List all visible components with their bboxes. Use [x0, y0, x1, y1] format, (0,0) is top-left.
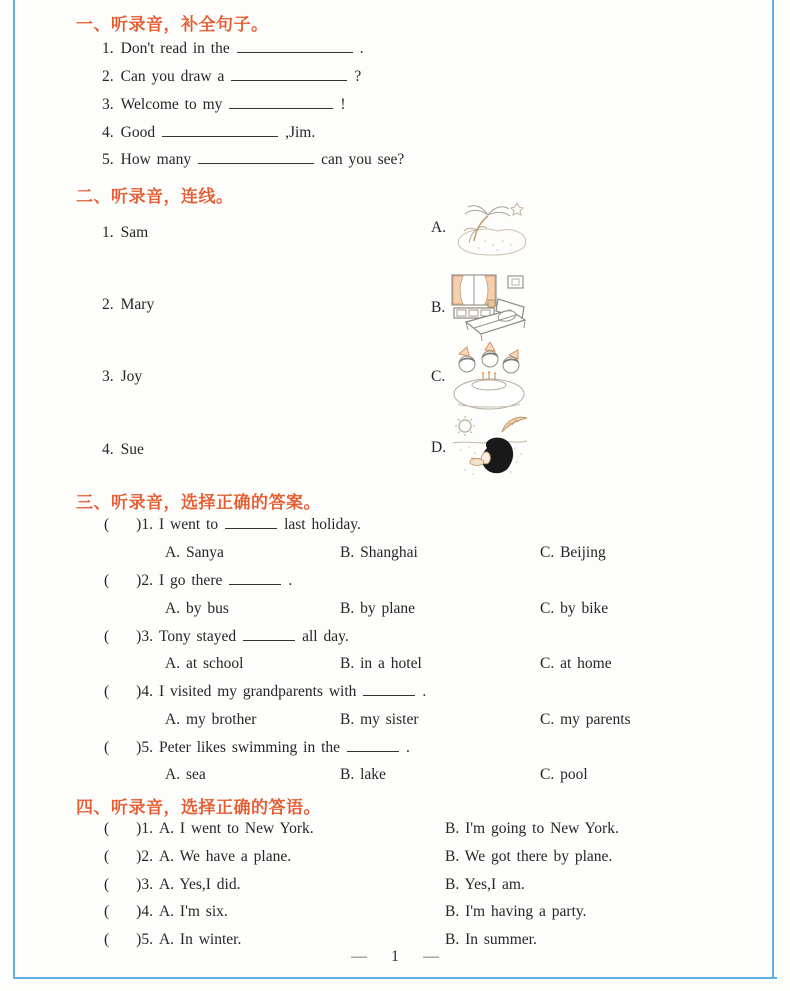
page-frame-right-line	[772, 0, 774, 978]
section-4-title: 四、听录音，选择正确的答语。	[76, 798, 321, 817]
bracket-open: (	[104, 683, 110, 700]
question-text-before: Peter likes swimming in the	[158, 739, 341, 756]
bracket-close: )	[136, 516, 142, 533]
response-question-2	[104, 848, 613, 866]
match-picture-b	[431, 272, 530, 344]
bracket-open: (	[104, 931, 110, 948]
choice-options-3	[0, 655, 790, 675]
option-a: A. We have a plane.	[158, 848, 292, 865]
option-c: C. by bike	[540, 600, 609, 617]
item-number: 1.	[102, 40, 114, 57]
match-picture-a	[431, 197, 531, 259]
option-b: B. Shanghai	[340, 544, 418, 561]
match-name-label: Mary	[120, 296, 155, 313]
option-b: B. in a hotel	[340, 655, 422, 672]
bracket-close: )	[136, 683, 142, 700]
option-a: A. Yes,I did.	[158, 876, 241, 893]
choice-question-2	[104, 572, 292, 590]
picture-letter: D.	[431, 439, 447, 456]
choice-options-1	[0, 544, 790, 564]
person-at-beach-illustration	[451, 414, 529, 482]
match-name-4	[102, 441, 144, 459]
response-question-5	[104, 931, 537, 949]
choice-question-1	[104, 516, 361, 534]
question-text-before: Tony stayed	[158, 628, 237, 645]
fill-blank-item-1	[102, 40, 364, 58]
item-text-before: Welcome to my	[120, 96, 223, 113]
bracket-open: (	[104, 876, 110, 893]
option-b: B. I'm going to New York.	[445, 820, 619, 837]
picture-letter: C.	[431, 368, 446, 385]
answer-blank	[237, 40, 353, 53]
choice-options-5	[0, 766, 790, 786]
question-number: 4.	[141, 683, 153, 700]
question-number: 5.	[141, 739, 153, 756]
option-b: B. We got there by plane.	[445, 848, 613, 865]
section-1-title: 一、听录音，补全句子。	[76, 15, 269, 34]
page-frame-bottom-line	[13, 977, 777, 979]
question-number: 1.	[141, 820, 153, 837]
option-a: A. at school	[165, 655, 244, 672]
question-text-after: .	[422, 683, 427, 700]
match-name-2	[102, 296, 154, 314]
match-picture-d	[431, 414, 529, 482]
answer-blank	[229, 572, 281, 585]
item-number: 4.	[102, 124, 114, 141]
option-b: B. I'm having a party.	[445, 903, 587, 920]
picture-letter: A.	[431, 219, 447, 236]
bracket-close: )	[136, 848, 142, 865]
item-text-before: How many	[120, 151, 192, 168]
answer-blank	[231, 68, 347, 81]
answer-blank	[225, 516, 277, 529]
match-picture-c	[431, 342, 528, 412]
question-number: 3.	[141, 876, 153, 893]
item-text-before: Good	[120, 124, 156, 141]
picture-letter: B.	[431, 299, 446, 316]
bracket-open: (	[104, 628, 110, 645]
fill-blank-item-3	[102, 96, 346, 114]
question-text-before: I went to	[158, 516, 219, 533]
item-number: 4.	[102, 441, 114, 458]
question-number: 2.	[141, 572, 153, 589]
option-a: A. sea	[165, 766, 206, 783]
answer-blank	[347, 739, 399, 752]
option-c: C. pool	[540, 766, 588, 783]
section-3-title: 三、听录音，选择正确的答案。	[76, 493, 321, 512]
item-text-before: Can you draw a	[120, 68, 225, 85]
bracket-open: (	[104, 820, 110, 837]
section-2-title: 二、听录音，连线。	[76, 187, 234, 206]
fill-blank-item-5	[102, 151, 404, 169]
island-palm-trees-illustration	[451, 197, 531, 259]
page-frame-left-line	[13, 0, 15, 978]
question-number: 5.	[141, 931, 153, 948]
page-number: 1	[391, 948, 399, 965]
question-text-before: I visited my grandparents with	[158, 683, 357, 700]
question-number: 1.	[141, 516, 153, 533]
option-b: B. by plane	[340, 600, 416, 617]
bracket-close: )	[136, 572, 142, 589]
response-question-4	[104, 903, 587, 921]
answer-blank	[229, 96, 333, 109]
item-number: 3.	[102, 368, 114, 385]
question-text-after: all day.	[302, 628, 349, 645]
answer-blank	[243, 628, 295, 641]
bracket-close: )	[136, 876, 142, 893]
bracket-open: (	[104, 572, 110, 589]
answer-blank	[198, 151, 314, 164]
bedroom-bed-illustration	[450, 272, 530, 344]
item-text-after: ,Jim.	[285, 124, 316, 141]
option-a: A. my brother	[165, 711, 257, 728]
option-a: A. I'm six.	[158, 903, 228, 920]
item-text-before: Don't read in the	[120, 40, 230, 57]
option-a: A. by bus	[165, 600, 229, 617]
item-number: 1.	[102, 224, 114, 241]
option-a: A. I went to New York.	[158, 820, 314, 837]
answer-blank	[363, 683, 415, 696]
match-name-label: Joy	[120, 368, 143, 385]
question-number: 2.	[141, 848, 153, 865]
match-name-label: Sam	[120, 224, 149, 241]
item-text-after: .	[359, 40, 364, 57]
option-a: A. In winter.	[158, 931, 242, 948]
question-number: 3.	[141, 628, 153, 645]
bracket-close: )	[136, 820, 142, 837]
match-name-1	[102, 224, 148, 242]
answer-blank	[162, 124, 278, 137]
item-text-after: !	[340, 96, 346, 113]
item-number: 3.	[102, 96, 114, 113]
page-footer	[0, 948, 790, 966]
birthday-cake-party-illustration	[450, 342, 528, 412]
fill-blank-item-4	[102, 124, 315, 142]
option-b: B. In summer.	[445, 931, 537, 948]
bracket-open: (	[104, 516, 110, 533]
bracket-close: )	[136, 903, 142, 920]
choice-options-2	[0, 600, 790, 620]
option-c: C. my parents	[540, 711, 631, 728]
option-b: B. Yes,I am.	[445, 876, 525, 893]
choice-question-5	[104, 739, 410, 757]
question-text-after: last holiday.	[284, 516, 361, 533]
response-question-3	[104, 876, 525, 894]
item-number: 2.	[102, 68, 114, 85]
question-text-after: .	[288, 572, 293, 589]
option-b: B. my sister	[340, 711, 419, 728]
item-text-after: can you see?	[321, 151, 405, 168]
question-text-before: I go there	[158, 572, 223, 589]
footer-dash-right: —	[423, 948, 439, 965]
match-name-label: Sue	[120, 441, 144, 458]
bracket-close: )	[136, 931, 142, 948]
bracket-open: (	[104, 903, 110, 920]
bracket-open: (	[104, 848, 110, 865]
choice-options-4	[0, 711, 790, 731]
bracket-close: )	[136, 628, 142, 645]
choice-question-4	[104, 683, 426, 701]
bracket-close: )	[136, 739, 142, 756]
option-c: C. at home	[540, 655, 612, 672]
option-c: C. Beijing	[540, 544, 606, 561]
footer-dash-left: —	[351, 948, 367, 965]
item-number: 5.	[102, 151, 114, 168]
choice-question-3	[104, 628, 349, 646]
match-name-3	[102, 368, 142, 386]
item-text-after: ?	[354, 68, 362, 85]
question-number: 4.	[141, 903, 153, 920]
response-question-1	[104, 820, 619, 838]
option-a: A. Sanya	[165, 544, 224, 561]
item-number: 2.	[102, 296, 114, 313]
fill-blank-item-2	[102, 68, 361, 86]
bracket-open: (	[104, 739, 110, 756]
question-text-after: .	[406, 739, 410, 756]
option-b: B. lake	[340, 766, 386, 783]
